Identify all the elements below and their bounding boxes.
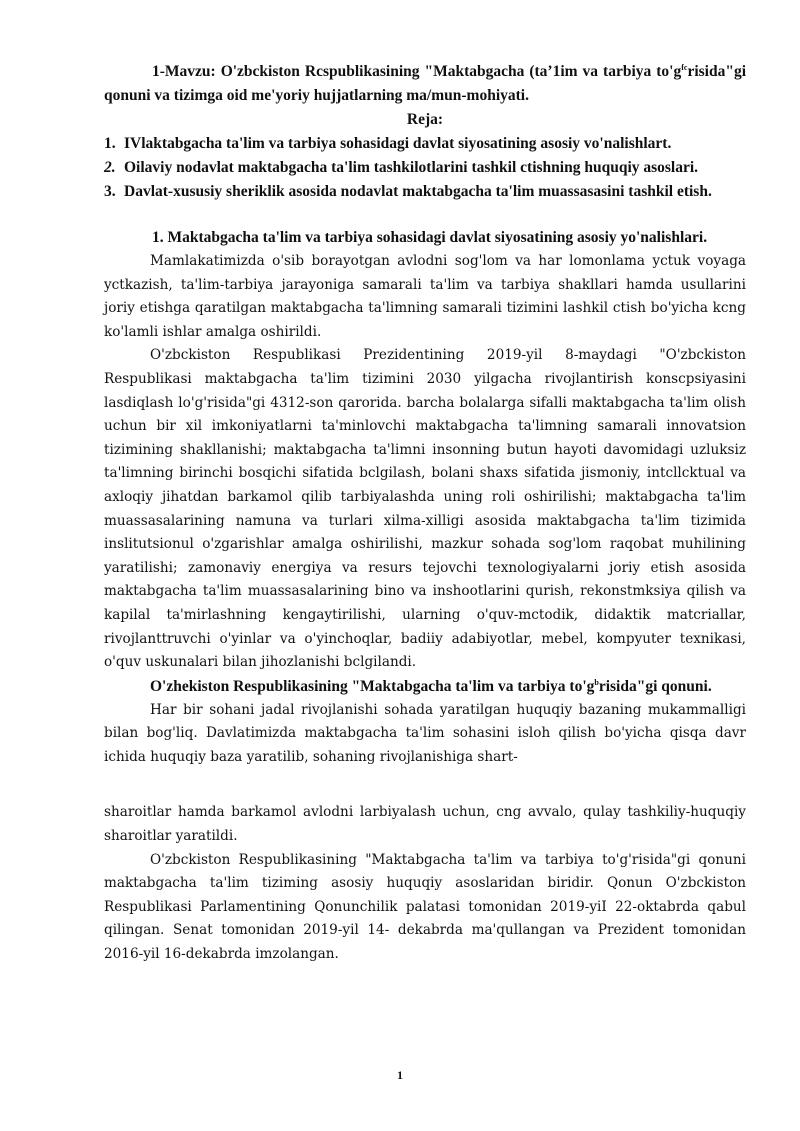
law-heading-part-2: risida"gi qonuni.	[598, 677, 712, 695]
plan-item-text: IVlaktabgacha ta'lim va tarbiya sohasidagi davlat siyosatining asosiy vo'nalishlart.	[124, 135, 672, 152]
paragraph-3: Har bir sohani jadal rivojlanishi sohada yaratilgan huquqiy bazaning mukammalligi bilan bog'liq. Davlatimizda maktabgacha ta'lim sohasini isloh qilish bo'yicha qisqa davr ichida huquqiy baza yaratilib, sohaning rivojlanishiga shart-	[104, 701, 746, 765]
document-content	[104, 60, 746, 967]
plan-item-number: 2.	[104, 159, 116, 176]
plan-list	[104, 132, 746, 204]
law-heading	[104, 675, 746, 699]
topic-title-part-1: 1-Mavzu: O'zbckiston Rcspublikasining "Maktabgacha (ta’1im va tarbiya to'g	[152, 63, 682, 80]
law-heading-superscript: b	[594, 677, 599, 687]
plan-item	[104, 156, 746, 180]
plan-item-number: 3.	[104, 183, 116, 200]
topic-title	[104, 60, 746, 108]
plan-heading: Reja:	[406, 111, 444, 128]
paragraph-4: O'zbckiston Respublikasining "Maktabgacha ta'lim va tarbiya to'g'risida"gi qonuni maktabgacha ta'lim tiziming asosiy huquqiy asoslaridan biridir. Qonun O'zbckiston Respublikasi Parlamentining Qonunchilik palatasi tomonidan 2019-yiI 22-oktabrda qabul qilingan. Senat tomonidan 2019-yil 14- dekabrda ma'qullangan va Prezident tomonidan 2016-yil 16-dekabrda imzolangan.	[104, 851, 746, 963]
topic-title-superscript: fc	[681, 62, 688, 72]
plan-item	[104, 132, 746, 156]
plan-item-number: 1.	[104, 135, 116, 152]
plan-item-text: Oilaviy nodavlat maktabgacha ta'lim tashkilotlarini tashkil ctishning huquqiy asoslari.	[124, 159, 699, 176]
plan-item	[104, 180, 746, 204]
paragraph-3-continued: sharoitlar hamda barkamol avlodni larbiyalash uchun, cng avvalo, qulay tashkiliy-huquqiy sharoitlar yaratildi.	[104, 804, 746, 845]
paragraph-2: O'zbckiston Respublikasi Prezidentining 2019-yil 8-maydagi "O'zbckiston Respublikasi maktabgacha ta'lim tizimini 2030 yilgacha rivojlantirish konscpsiyasini lasdiqlash lo'g'risida"gi 4312-son qarorida. barcha bolalarga sifalli maktabgacha ta'lim olish uchun bir xil imkoniyatlarni ta'minlovchi maktabgacha ta'limning samarali innovatsion tizimining shakllanishi; maktabgacha ta'limni insonning butun hayoti davomidagi uzluksiz ta'limning birinchi bosqichi sifatida bclgilash, bolani shaxs sifatida jismoniy, intcllcktual va axloqiy jihatdan barkamol qilib tarbiyalashda uning roli oshirilishi; maktabgacha ta'lim muassasalarining namuna va turlari xilma-xilligi asosida maktabgacha ta'lim tizimida inslitutsionul o'zgarishlar amalga oshirilishi, mazkur sohada sog'lom raqobat muhilining yaratilishi; zamonaviy energiya va resurs tejovchi texnologiyalarni joriy etish asosida maktabgacha ta'lim muassasalarining bino va inshootlarini qurish, rekonstmksiya qilish va kapilal ta'mirlashning kengaytirilishi, ularning o'quv-mctodik, didaktik matcriallar, rivojlanttruvchi o'yinlar va o'yinchoqlar, badiiy adabiyotlar, mebel, kompyuter texnikasi, o'quv uskunalari bilan jihozlanishi bclgilandi.	[104, 347, 746, 671]
page-break-gap	[104, 769, 746, 801]
plan-item-text: Davlat-xususiy sheriklik asosida nodavlat maktabgacha ta'lim muassasasini tashkil etish.	[124, 183, 712, 200]
page-number: 1	[397, 1068, 403, 1082]
topic-title-part-2: risida"gi qonuni va tizimga oid me'yoriy hujjatlarning ma/mun-mohiyati.	[104, 63, 746, 104]
paragraph-1: Mamlakatimizda o'sib borayotgan avlodni sog'lom va har lomonlama yctuk voyaga yctkazish, ta'lim-tarbiya jarayoniga samarali ta'lim va tarbiya shakllari hamda usullarini joriy etishga qaratilgan maktabgacha ta'limning samarali tizimini lashkil ctish bo'yicha kcng ko'lamli ishlar amalga oshirildi.	[104, 253, 746, 340]
section-1-heading: 1. Maktabgacha ta'lim va tarbiya sohasidagi davlat siyosatining asosiy yo'nalishlari.	[152, 229, 708, 246]
law-heading-part-1: O'zhekiston Respublikasining "Maktabgacha ta'lim va tarbiya to'g	[150, 677, 595, 695]
